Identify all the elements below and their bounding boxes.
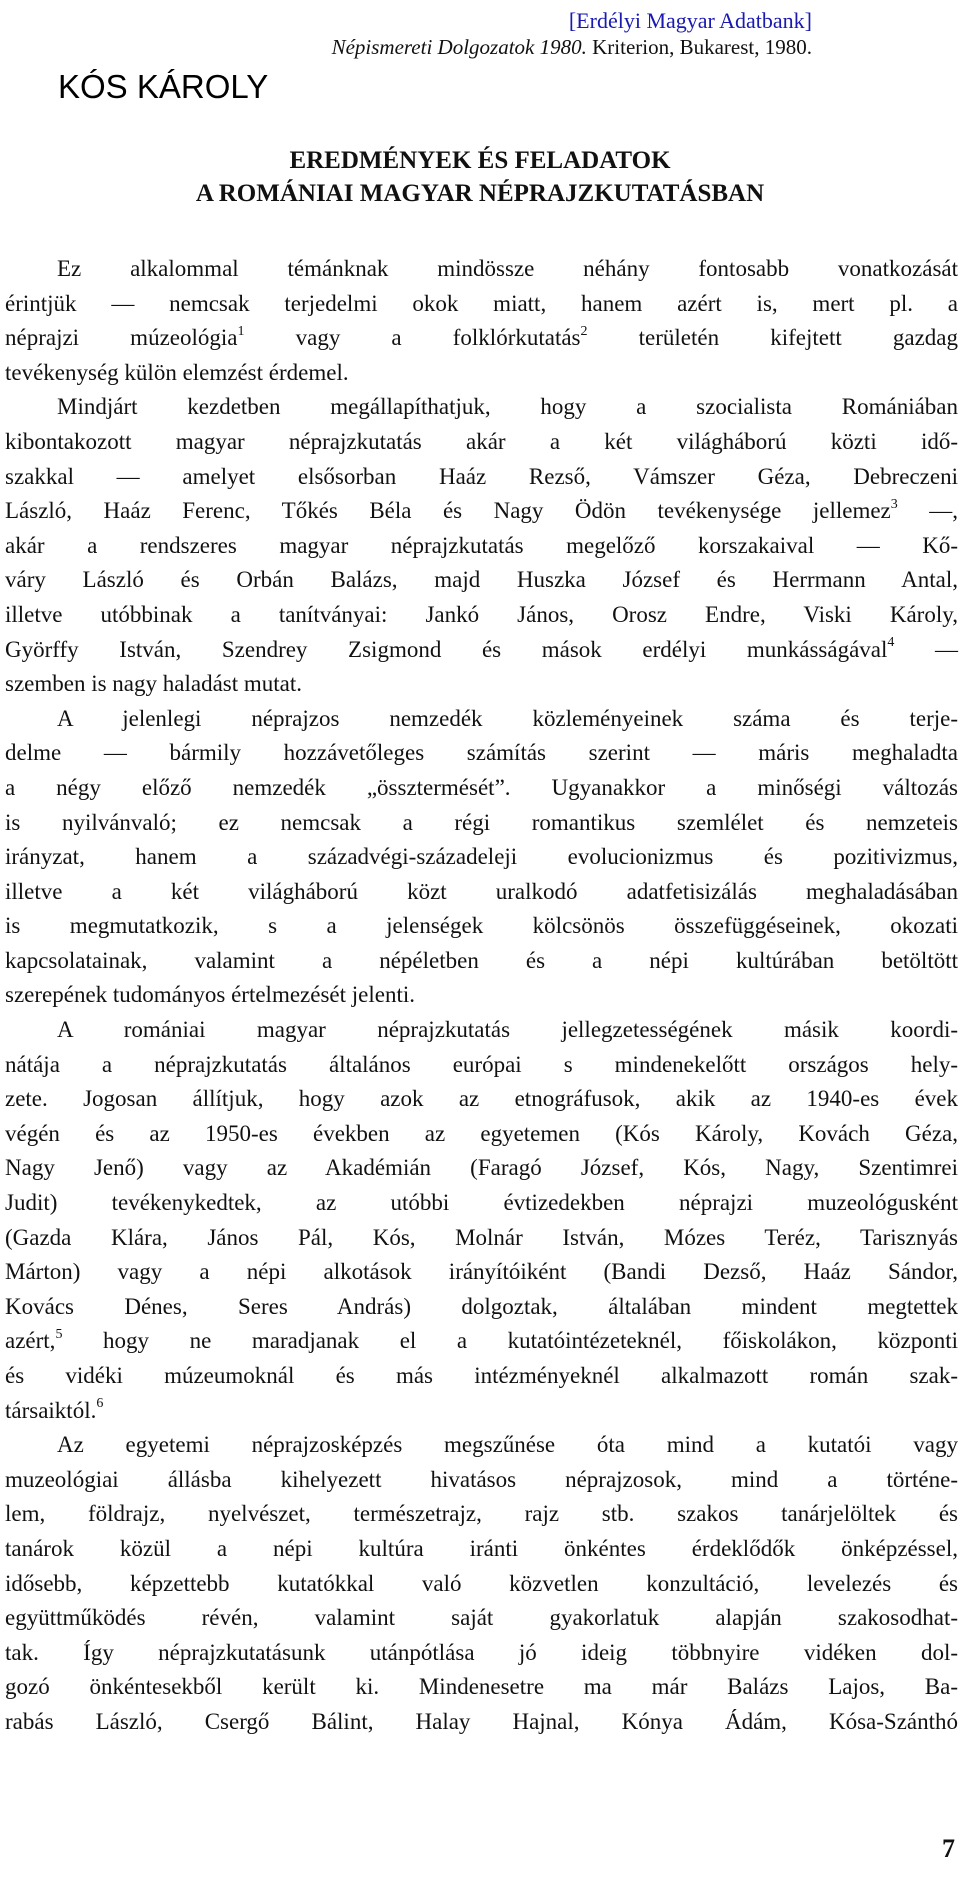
text-line bbox=[5, 563, 958, 598]
line-text: végén és az 1950-es években az egyetemen (Kós Károly, Kovách Géza, bbox=[5, 1120, 958, 1146]
text-line bbox=[5, 944, 958, 979]
line-text: A romániai magyar néprajzkutatás jellegzetességének másik koordi- bbox=[57, 1017, 958, 1043]
text-line bbox=[5, 1670, 958, 1705]
footnote-ref[interactable]: 3 bbox=[890, 496, 898, 512]
line-text: is megmutatkozik, s a jelenségek kölcsönös összefüggéseinek, okozati bbox=[5, 913, 958, 939]
line-text: irányzat, hanem a századvégi-századeleji evolucionizmus és pozitivizmus, bbox=[5, 844, 958, 870]
line-text: területén kifejtett gazdag bbox=[587, 325, 958, 351]
text-line bbox=[5, 1082, 958, 1117]
line-text: szemben is nagy haladást mutat. bbox=[5, 671, 303, 697]
line-text: lem, földrajz, nyelvészet, természetrajz, rajz stb. szakos tanárjelöltek és bbox=[5, 1501, 958, 1527]
line-text: szakkal — amelyet elsősorban Haáz Rezső, Vámszer Géza, Debreczeni bbox=[5, 463, 958, 489]
line-text: Kovács Dénes, Seres András) dolgoztak, általában mindent megtettek bbox=[5, 1293, 958, 1319]
citation bbox=[332, 34, 812, 60]
line-text: Judit) tevékenykedtek, az utóbbi évtizedekben néprajzi muzeológusként bbox=[5, 1190, 958, 1216]
text-line bbox=[5, 460, 958, 495]
text-line bbox=[5, 736, 958, 771]
line-text: akár a rendszeres magyar néprajzkutatás megelőző korszakaival — Kő- bbox=[5, 532, 958, 558]
page-number: 7 bbox=[942, 1834, 955, 1863]
text-line bbox=[5, 1290, 958, 1325]
text-line bbox=[5, 494, 958, 529]
text-line bbox=[5, 1013, 958, 1048]
text-line bbox=[5, 287, 958, 322]
text-line bbox=[5, 1636, 958, 1671]
line-text: —, bbox=[897, 498, 958, 524]
text-line bbox=[5, 252, 958, 287]
line-text: illetve utóbbinak a tanítványai: Jankó János, Orosz Endre, Viski Károly, bbox=[5, 601, 958, 627]
line-text: hogy ne maradjanak el a kutatóintézeteknél, főiskolákon, központi bbox=[62, 1328, 958, 1354]
line-text: zete. Jogosan állítjuk, hogy azok az etnográfusok, akik az 1940-es évek bbox=[5, 1086, 958, 1112]
text-line bbox=[5, 1186, 958, 1221]
article-body bbox=[5, 252, 958, 1740]
line-text: Mindjárt kezdetben megállapíthatjuk, hogy a szocialista Romániában bbox=[57, 394, 958, 420]
text-line bbox=[5, 425, 958, 460]
line-text: illetve a két világháború közt uralkodó adatfetisizálás meghaladásában bbox=[5, 878, 958, 904]
line-text: tanárok közül a népi kultúra iránti önkéntes érdeklődők önképzéssel, bbox=[5, 1535, 958, 1561]
line-text: muzeológiai állásba kihelyezett hivatásos néprajzosok, mind a történe- bbox=[5, 1466, 958, 1492]
text-line bbox=[5, 875, 958, 910]
text-line bbox=[5, 1359, 958, 1394]
author-name: KÓS KÁROLY bbox=[58, 68, 269, 105]
text-line bbox=[5, 1221, 958, 1256]
footnote-ref[interactable]: 2 bbox=[580, 323, 588, 339]
line-text: László, Haáz Ferenc, Tőkés Béla és Nagy Ödön tevékenysége jellemez bbox=[5, 498, 891, 524]
line-text: vagy a folklórkutatás bbox=[244, 325, 581, 351]
line-text: néprajzi múzeológia bbox=[5, 325, 238, 351]
footnote-ref[interactable]: 6 bbox=[96, 1395, 104, 1411]
line-text: idősebb, képzettebb kutatókkal való közvetlen konzultáció, levelezés és bbox=[5, 1570, 958, 1596]
text-line bbox=[5, 840, 958, 875]
article-title bbox=[0, 144, 960, 210]
text-line bbox=[5, 1705, 958, 1740]
text-line bbox=[5, 1048, 958, 1083]
footnote-ref[interactable]: 5 bbox=[55, 1326, 63, 1342]
citation-publisher: Kriterion, Bukarest, 1980. bbox=[586, 35, 812, 59]
text-line bbox=[5, 356, 958, 391]
source-link[interactable]: [Erdélyi Magyar Adatbank] bbox=[568, 8, 812, 33]
line-text: váry László és Orbán Balázs, majd Huszka József és Herrmann Antal, bbox=[5, 567, 958, 593]
line-text: Nagy Jenő) vagy az Akadémián (Faragó József, Kós, Nagy, Szentimrei bbox=[5, 1155, 958, 1181]
text-line bbox=[5, 1532, 958, 1567]
line-text: delme — bármily hozzávetőleges számítás szerint — máris meghaladta bbox=[5, 740, 958, 766]
citation-title: Népismereti Dolgozatok 1980. bbox=[331, 35, 587, 59]
footnote-ref[interactable]: 1 bbox=[237, 323, 245, 339]
text-line bbox=[5, 1117, 958, 1152]
line-text: társaiktól. bbox=[5, 1397, 97, 1423]
line-text: a négy előző nemzedék „össztermését”. Ugyanakkor a minőségi változás bbox=[5, 774, 958, 800]
line-text: tevékenység külön elemzést érdemel. bbox=[5, 359, 349, 385]
line-text: nátája a néprajzkutatás általános európai s mindenekelőtt országos hely- bbox=[5, 1051, 958, 1077]
line-text: Márton) vagy a népi alkotások irányítóiként (Bandi Dezső, Haáz Sándor, bbox=[5, 1259, 958, 1285]
line-text: érintjük — nemcsak terjedelmi okok miatt, hanem azért is, mert pl. a bbox=[5, 290, 958, 316]
footnote-ref[interactable]: 4 bbox=[887, 634, 895, 650]
text-line bbox=[5, 1324, 958, 1359]
line-text: együttműködés révén, valamint saját gyakorlatuk alapján szakosodhat- bbox=[5, 1605, 958, 1631]
line-text: — bbox=[894, 636, 958, 662]
line-text: azért, bbox=[5, 1328, 56, 1354]
line-text: is nyilvánvaló; ez nemcsak a régi romantikus szemlélet és nemzeteis bbox=[5, 809, 958, 835]
line-text: kibontakozott magyar néprajzkutatás akár a két világháború közti idő- bbox=[5, 428, 958, 454]
title-line-2: A ROMÁNIAI MAGYAR NÉPRAJZKUTATÁSBAN bbox=[195, 180, 765, 207]
line-text: (Gazda Klára, János Pál, Kós, Molnár István, Mózes Teréz, Tarisznyás bbox=[5, 1224, 958, 1250]
text-line bbox=[5, 529, 958, 564]
text-line bbox=[5, 909, 958, 944]
text-line bbox=[5, 1567, 958, 1602]
text-line bbox=[5, 390, 958, 425]
source-header bbox=[332, 8, 812, 60]
line-text: gozó önkéntesekből került ki. Mindenesetre ma már Balázs Lajos, Ba- bbox=[5, 1674, 958, 1700]
text-line bbox=[5, 1394, 958, 1429]
text-line bbox=[5, 1255, 958, 1290]
text-line bbox=[5, 806, 958, 841]
text-line bbox=[5, 1497, 958, 1532]
text-line bbox=[5, 321, 958, 356]
text-line bbox=[5, 1601, 958, 1636]
title-line-1: EREDMÉNYEK ÉS FELADATOK bbox=[289, 147, 671, 174]
text-line bbox=[5, 978, 958, 1013]
text-line bbox=[5, 598, 958, 633]
text-line bbox=[5, 633, 958, 668]
line-text: Az egyetemi néprajzosképzés megszűnése óta mind a kutatói vagy bbox=[57, 1432, 958, 1458]
text-line bbox=[5, 771, 958, 806]
line-text: kapcsolatainak, valamint a népéletben és a népi kultúrában betöltött bbox=[5, 947, 958, 973]
text-line bbox=[5, 1463, 958, 1498]
text-line bbox=[5, 667, 958, 702]
line-text: és vidéki múzeumoknál és más intézményeknél alkalmazott román szak- bbox=[5, 1363, 958, 1388]
line-text: Györffy István, Szendrey Zsigmond és mások erdélyi munkásságával bbox=[5, 636, 888, 662]
line-text: tak. Így néprajzkutatásunk utánpótlása jó ideig többnyire vidéken dol- bbox=[5, 1639, 958, 1665]
text-line bbox=[5, 1428, 958, 1463]
line-text: rabás László, Csergő Bálint, Halay Hajnal, Kónya Ádám, Kósa-Szánthó bbox=[5, 1708, 958, 1734]
text-line bbox=[5, 1151, 958, 1186]
line-text: Ez alkalommal témánknak mindössze néhány fontosabb vonatkozását bbox=[57, 256, 958, 281]
text-line bbox=[5, 702, 958, 737]
line-text: szerepének tudományos értelmezését jelenti. bbox=[5, 982, 415, 1008]
line-text: A jelenlegi néprajzos nemzedék közleményeinek száma és terje- bbox=[57, 705, 958, 731]
